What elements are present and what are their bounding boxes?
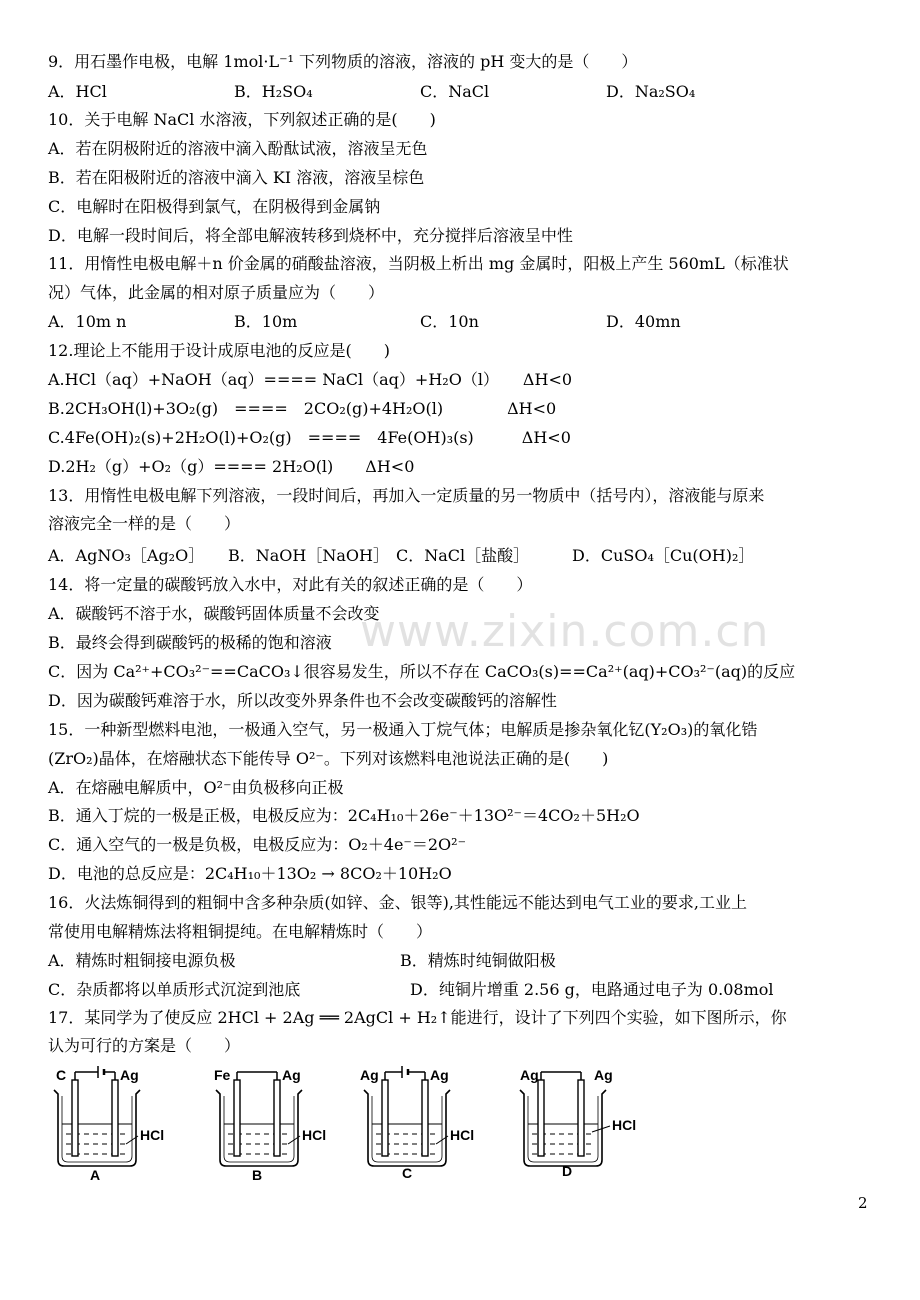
page-number: 2 — [858, 1194, 868, 1212]
q13-option-b: B．NaOH［NaOH］ — [228, 546, 389, 565]
right-electrode-label: Ag — [430, 1067, 449, 1083]
figure-label: A — [90, 1167, 101, 1183]
q12-stem: 12.理论上不能用于设计成原电池的反应是( ) — [48, 341, 390, 360]
q11-option-c: C．10n — [420, 312, 479, 331]
q9-option-c: C．NaCl — [420, 82, 490, 101]
q9-option-a: A．HCl — [48, 82, 107, 101]
q11-options — [48, 312, 878, 332]
q10-option-b: B．若在阳极附近的溶液中滴入 KI 溶液，溶液呈棕色 — [48, 168, 425, 187]
q10-option-d: D．电解一段时间后，将全部电解液转移到烧杯中，充分搅拌后溶液呈中性 — [48, 226, 573, 245]
beaker — [216, 1090, 302, 1166]
left-electrode-label: C — [56, 1067, 67, 1083]
right-electrode — [578, 1080, 584, 1156]
q10-option-c: C．电解时在阳极得到氯气，在阴极得到金属钠 — [48, 197, 381, 216]
q16-stem-line2: 常使用电解精炼法将粗铜提纯。在电解精炼时（ ） — [48, 922, 433, 941]
q14-option-a: A．碳酸钙不溶于水，碳酸钙固体质量不会改变 — [48, 604, 380, 623]
q14-option-b: B．最终会得到碳酸钙的极稀的饱和溶液 — [48, 633, 332, 652]
apparatus-d-diagram — [512, 1066, 672, 1186]
beaker — [364, 1090, 450, 1166]
figure-label: B — [252, 1167, 263, 1183]
solution-label: HCl — [612, 1117, 637, 1133]
q13-stem-line2: 溶液完全一样的是（ ） — [48, 514, 241, 533]
right-electrode-label: Ag — [282, 1067, 301, 1083]
q15-option-c: C．通入空气的一极是负极，电极反应为：O₂＋4e⁻＝2O²⁻ — [48, 835, 467, 854]
figure-label: C — [402, 1165, 413, 1181]
left-electrode-label: Ag — [520, 1067, 539, 1083]
q14-option-d: D．因为碳酸钙难溶于水，所以改变外界条件也不会改变碳酸钙的溶解性 — [48, 691, 557, 710]
q16-option-d: D．纯铜片增重 2.56 g，电路通过电子为 0.08mol — [410, 980, 774, 999]
q16-options-row1 — [48, 951, 878, 971]
left-electrode-label: Fe — [214, 1067, 231, 1083]
q11-option-b: B．10m — [234, 312, 298, 331]
q14-option-c: C．因为 Ca²⁺+CO₃²⁻==CaCO₃↓很容易发生，所以不存在 CaCO₃(s)==Ca²⁺(aq)+CO₃²⁻(aq)的反应 — [48, 662, 796, 681]
apparatus-b-diagram — [208, 1066, 358, 1186]
right-electrode — [112, 1080, 118, 1156]
q14-stem: 14．将一定量的碳酸钙放入水中，对此有关的叙述正确的是（ ） — [48, 575, 533, 594]
q13-option-d: D．CuSO₄［Cu(OH)₂］ — [572, 546, 755, 565]
q16-option-a: A．精炼时粗铜接电源负极 — [48, 951, 236, 970]
q10-stem: 10．关于电解 NaCl 水溶液，下列叙述正确的是( ) — [48, 110, 436, 129]
q12-option-b: B.2CH₃OH(l)+3O₂(g) ==== 2CO₂(g)+4H₂O(l) ΔH<0 — [48, 399, 557, 418]
beaker — [520, 1090, 606, 1166]
q15-stem-line2: (ZrO₂)晶体，在熔融状态下能传导 O²⁻。下列对该燃料电池说法正确的是( ) — [48, 749, 609, 768]
left-electrode — [538, 1080, 544, 1156]
figure-label: D — [562, 1163, 573, 1179]
q13-option-a: A．AgNO₃［Ag₂O］ — [48, 546, 205, 565]
left-electrode — [382, 1080, 388, 1156]
left-electrode-label: Ag — [360, 1067, 379, 1083]
right-electrode — [274, 1080, 280, 1156]
q9-option-b: B．H₂SO₄ — [234, 82, 313, 101]
q17-stem-line1: 17．某同学为了使反应 2HCl + 2Ag ══ 2AgCl + H₂↑能进行，设计了下列四个实验，如下图所示，你 — [48, 1008, 787, 1027]
solution-label: HCl — [140, 1127, 165, 1143]
left-electrode — [72, 1080, 78, 1156]
q11-option-d: D．40mn — [606, 312, 681, 331]
q15-option-a: A．在熔融电解质中，O²⁻由负极移向正极 — [48, 778, 344, 797]
q9-stem: 9．用石墨作电极，电解 1mol·L⁻¹ 下列物质的溶液，溶液的 pH 变大的是（ ） — [48, 52, 638, 71]
beaker — [54, 1090, 140, 1166]
right-electrode-label: Ag — [120, 1067, 139, 1083]
q16-options-row2 — [48, 980, 878, 1000]
q12-option-a: A.HCl（aq）+NaOH（aq）==== NaCl（aq）+H₂O（l） ΔH<0 — [48, 370, 573, 389]
q16-option-b: B．精炼时纯铜做阳极 — [400, 951, 556, 970]
q11-option-a: A．10m n — [48, 312, 127, 331]
right-electrode-label: Ag — [594, 1067, 613, 1083]
q16-stem-line1: 16．火法炼铜得到的粗铜中含多种杂质(如锌、金、银等),其性能远不能达到电气工业的要求,工业上 — [48, 893, 748, 912]
q12-option-c: C.4Fe(OH)₂(s)+2H₂O(l)+O₂(g) ==== 4Fe(OH)₃(s) ΔH<0 — [48, 428, 571, 447]
q13-options — [48, 546, 878, 566]
q11-stem-line1: 11．用惰性电极电解＋n 价金属的硝酸盐溶液，当阴极上析出 mg 金属时，阳极上产生 560mL（标准状 — [48, 254, 789, 273]
q10-option-a: A．若在阴极附近的溶液中滴入酚酞试液，溶液呈无色 — [48, 139, 428, 158]
right-electrode — [422, 1080, 428, 1156]
solution-label: HCl — [450, 1127, 475, 1143]
q15-option-d: D．电池的总反应是：2C₄H₁₀＋13O₂ → 8CO₂＋10H₂O — [48, 864, 452, 883]
q15-stem-line1: 15．一种新型燃料电池，一极通入空气，另一极通入丁烷气体；电解质是掺杂氧化钇(Y₂O₃)的氧化锆 — [48, 720, 758, 739]
q9-options — [48, 82, 878, 102]
q13-stem-line1: 13．用惰性电极电解下列溶液，一段时间后，再加入一定质量的另一物质中（括号内），溶液能与原来 — [48, 486, 765, 505]
left-electrode — [234, 1080, 240, 1156]
q16-option-c: C．杂质都将以单质形式沉淀到池底 — [48, 980, 301, 999]
solution-label: HCl — [302, 1127, 327, 1143]
apparatus-c-diagram — [356, 1066, 506, 1186]
q9-option-d: D．Na₂SO₄ — [606, 82, 696, 101]
q15-option-b: B．通入丁烷的一极是正极，电极反应为：2C₄H₁₀＋26e⁻＋13O²⁻＝4CO₂＋5H₂O — [48, 806, 640, 825]
q11-stem-line2: 况）气体，此金属的相对原子质量应为（ ） — [48, 283, 385, 302]
q13-option-c: C．NaCl［盐酸］ — [396, 546, 530, 565]
q17-stem-line2: 认为可行的方案是（ ） — [48, 1036, 241, 1055]
q12-option-d: D.2H₂（g）+O₂（g）==== 2H₂O(l) ΔH<0 — [48, 457, 415, 476]
watermark: www.zixin.com.cn — [360, 606, 770, 657]
apparatus-a-diagram — [46, 1066, 196, 1186]
